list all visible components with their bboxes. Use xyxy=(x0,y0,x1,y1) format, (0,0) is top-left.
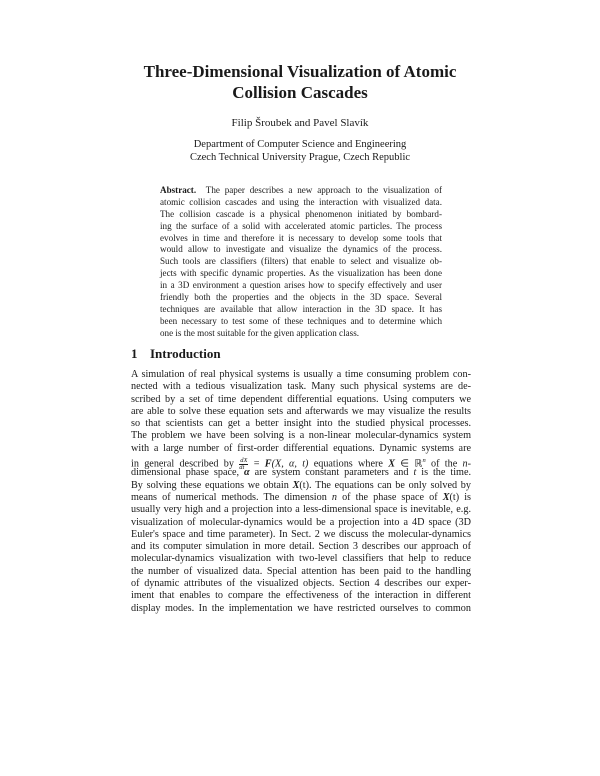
math-symbol: X xyxy=(292,479,300,491)
abstract-line: in a 3D environment a question arises how to specify effectively and user xyxy=(160,280,442,291)
abstract-line: would allow to investigate and visualize the dynamics of the process. xyxy=(160,244,442,255)
body-line: are able to solve these equation sets and afterwards we may visualize the results xyxy=(131,405,471,417)
body-line: scribed by a set of time dependent differential equations. Using computers we xyxy=(131,393,471,405)
body-text xyxy=(131,369,471,615)
body-line xyxy=(131,492,471,504)
affiliation-line: Czech Technical University Prague, Czech Republic xyxy=(189,152,411,163)
body-line: display modes. In the implementation we have restricted ourselves to common xyxy=(131,602,471,614)
affiliation-line: Department of Computer Science and Engineering xyxy=(193,139,407,150)
body-line: and its computer simulation in more detail. Section 3 describes our approach of xyxy=(131,541,471,553)
paper-title xyxy=(100,61,500,103)
body-line: the number of visualized data. Special attention has been paid to the handling xyxy=(131,565,471,577)
text-run: means of numerical methods. The dimension xyxy=(131,491,327,503)
abstract-line: friendly both the properties and the objects in the 3D space. Several xyxy=(160,292,442,303)
body-line: of dynamic attributes of the visualized objects. Section 4 describes our exper- xyxy=(131,578,471,590)
text-run: = xyxy=(253,458,260,470)
math-symbol: t xyxy=(413,467,417,479)
math-symbol: (X, α, t) xyxy=(271,458,309,470)
abstract-line: jects with specific dynamic properties. As the visualization has been done xyxy=(160,268,442,279)
body-line: nected with a tedious visualization task. Many such physical systems are de- xyxy=(131,381,471,393)
abstract-label: Abstract. xyxy=(160,185,197,195)
text-run: in general described by xyxy=(131,458,234,470)
math-symbol: α xyxy=(244,467,250,479)
body-line: A simulation of real physical systems is usually a time consuming problem con- xyxy=(131,369,471,380)
body-line: usually very high and a projection into a less-dimensional space is inevitable, e.g. xyxy=(131,504,471,516)
body-line: with a large number of first-order differential equations. Dynamic systems are xyxy=(131,442,471,454)
text-run: - xyxy=(467,458,472,470)
abstract-line xyxy=(160,185,442,197)
abstract-line: Such tools are classifiers (filters) that enable to select and visualize ob- xyxy=(160,256,442,267)
math-symbol: n xyxy=(422,457,426,465)
body-line: The problem we have been solving is a non-linear molecular-dynamics system xyxy=(131,430,471,442)
body-line: Euler's space and time parameter). In Sect. 2 we discuss the molecular-dynamics xyxy=(131,528,471,540)
math-symbol: ∈ ℝ xyxy=(400,458,423,470)
text-run: of the phase space of xyxy=(342,491,438,503)
math-symbol: X xyxy=(442,491,450,503)
text-run: equations where xyxy=(313,458,383,470)
text-run: dimensional phase space, xyxy=(131,467,240,479)
body-line: so that scientists can get a better insight into the studied physical processes. xyxy=(131,418,471,430)
section-number: 1 xyxy=(131,346,138,361)
authors: Filip Šroubek and Pavel Slavík xyxy=(231,117,369,129)
text-run: (t) is xyxy=(449,491,471,503)
abstract-line: techniques are available that allow interaction in the 3D space. It has xyxy=(160,303,442,314)
text-run: are system constant parameters and xyxy=(254,467,409,479)
math-symbol: X xyxy=(388,458,395,470)
text-run: By solving these equations we obtain xyxy=(131,479,289,491)
abstract-line: ing the surface of a solid with accelerated atomic particles. The process xyxy=(160,220,442,231)
abstract-line: been necessary to test some of these techniques and to determine which xyxy=(160,315,442,326)
abstract-line: evolves in time and therefore it is necessary to develop some tools that xyxy=(160,232,442,243)
fraction-numerator: dX xyxy=(240,456,248,464)
section-heading xyxy=(131,346,221,362)
body-line xyxy=(131,480,471,492)
body-line: molecular-dynamics visualization with two-level classifiers that help to reduce xyxy=(131,553,471,565)
math-symbol: F xyxy=(264,458,272,470)
title-line: Three-Dimensional Visualization of Atomic xyxy=(143,62,457,81)
text-run: (t). The equations can be only solved by xyxy=(299,479,471,491)
body-line: visualization of molecular-dynamics would be a projection into a 4D space (3D xyxy=(131,516,471,528)
math-symbol: n xyxy=(462,458,468,470)
fraction-denominator: dt xyxy=(239,463,245,471)
title-line: Collision Cascades xyxy=(232,83,368,102)
body-line xyxy=(131,455,472,471)
abstract-line: atomic collision cascades and using the interaction with visualized data. xyxy=(160,196,442,207)
math-symbol: n xyxy=(331,491,337,503)
abstract-line: one is the most suitable for the given application class. xyxy=(160,327,360,338)
affiliation xyxy=(100,138,500,164)
abstract xyxy=(160,185,442,340)
section-title: Introduction xyxy=(150,346,221,361)
abstract-line: The collision cascade is a physical phenomenon initiated by bombard- xyxy=(160,208,442,219)
abstract-text: The paper describes a new approach to the visualization of xyxy=(205,185,443,195)
text-run: is the time. xyxy=(421,467,472,479)
text-run: of the xyxy=(431,458,458,470)
body-line: iment that enables to compare the effectiveness of the interaction in different xyxy=(131,590,471,602)
